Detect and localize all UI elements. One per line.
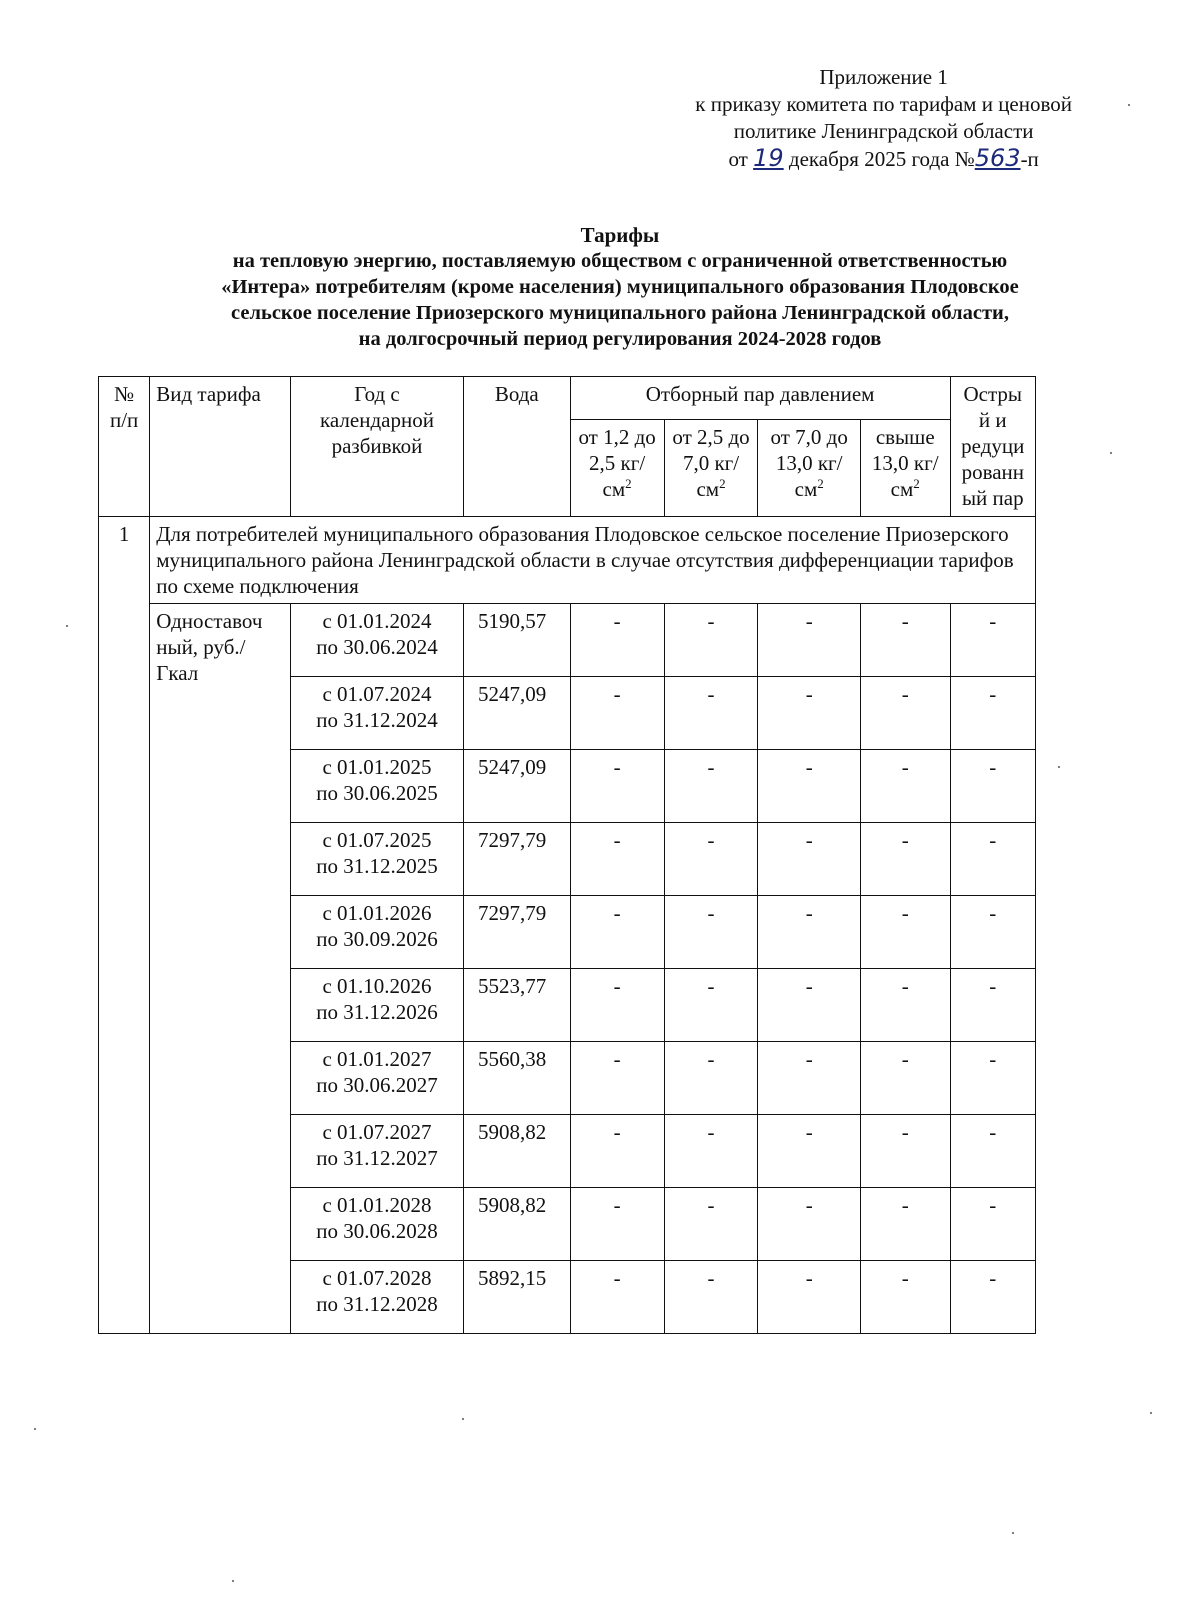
header-tariff-type: Вид тарифа [150,377,291,517]
steam-4-value: - [860,969,950,1042]
title-line-3: сельское поселение Приозерского муниципального района Ленинградской области, [231,302,1009,324]
section-row [99,517,1036,604]
steam-3-value: - [758,969,860,1042]
water-value: 5247,09 [463,677,570,750]
steam-4-value: - [860,750,950,823]
period-cell: с 01.07.2027 по 31.12.2027 [291,1115,464,1188]
header-steam-4: свыше 13,0 $кг/см^2$ [860,420,950,517]
period-cell: с 01.10.2026 по 31.12.2026 [291,969,464,1042]
reduced-steam-value: - [950,750,1035,823]
steam-4-value: - [860,1188,950,1261]
steam-2-value: - [664,896,758,969]
date-suffix: -п [1020,147,1039,171]
water-value: 5908,82 [463,1115,570,1188]
reduced-steam-value: - [950,1188,1035,1261]
period-cell: с 01.01.2025 по 30.06.2025 [291,750,464,823]
reduced-steam-value: - [950,1261,1035,1334]
header-steam-1: от 1,2 до 2,5 $кг/см^2$ [570,420,664,517]
steam-4-value: - [860,677,950,750]
header-steam-3: от 7,0 до 13,0 $кг/см^2$ [758,420,860,517]
header-steam-2: от 2,5 до 7,0 $кг/см^2$ [664,420,758,517]
reduced-steam-value: - [950,823,1035,896]
reduced-steam-value: - [950,1042,1035,1115]
steam-2-value: - [664,750,758,823]
scan-speck [1058,766,1060,768]
document-title [120,222,1120,352]
steam-3-value: - [758,823,860,896]
steam-1-value: - [570,604,664,677]
scan-speck [462,1418,464,1420]
reduced-steam-value: - [950,1115,1035,1188]
handwritten-day: 19 [753,144,784,172]
scan-speck [232,1580,234,1582]
water-value: 5908,82 [463,1188,570,1261]
appendix-header [695,64,1072,173]
tariff-label: Одноставоч ный, руб./Гкал [150,604,291,1334]
period-cell: с 01.07.2025 по 31.12.2025 [291,823,464,896]
water-value: 5247,09 [463,750,570,823]
steam-2-value: - [664,1188,758,1261]
title-line-2: «Интера» потребителям (кроме населения) муниципального образования Плодовское [221,276,1019,298]
steam-1-value: - [570,1188,664,1261]
scan-speck [66,625,68,627]
steam-2-value: - [664,969,758,1042]
scan-speck [34,1428,36,1430]
title-line-1: на тепловую энергию, поставляемую обществом с ограниченной ответственностью [232,250,1008,272]
steam-2-value: - [664,1042,758,1115]
steam-3-value: - [758,1188,860,1261]
title-line-4: на долгосрочный период регулирования 2024-2028 годов [358,328,882,350]
header-steam-group: Отборный пар давлением [570,377,950,420]
steam-2-value: - [664,677,758,750]
period-cell: с 01.07.2028 по 31.12.2028 [291,1261,464,1334]
water-value: 5190,57 [463,604,570,677]
header-row [99,377,1036,420]
date-middle: декабря 2025 года № [783,147,975,171]
header-year: Год с календарной разбивкой [291,377,464,517]
steam-4-value: - [860,604,950,677]
header-water: Вода [463,377,570,517]
steam-1-value: - [570,677,664,750]
steam-4-value: - [860,896,950,969]
steam-1-value: - [570,823,664,896]
steam-1-value: - [570,750,664,823]
period-cell: с 01.07.2024 по 31.12.2024 [291,677,464,750]
appendix-date-line [695,145,1072,173]
period-cell: с 01.01.2024 по 30.06.2024 [291,604,464,677]
steam-1-value: - [570,969,664,1042]
steam-1-value: - [570,1115,664,1188]
title-main: Тарифы [580,223,660,247]
reduced-steam-value: - [950,969,1035,1042]
reduced-steam-value: - [950,896,1035,969]
scan-speck [1128,104,1130,106]
reduced-steam-value: - [950,604,1035,677]
table-row [99,604,1036,677]
steam-3-value: - [758,677,860,750]
steam-4-value: - [860,823,950,896]
appendix-committee-line: политике Ленинградской области [733,119,1034,143]
steam-2-value: - [664,604,758,677]
section-number: 1 [99,517,150,1334]
handwritten-order-number: 563 [974,144,1021,172]
steam-3-value: - [758,1042,860,1115]
steam-3-value: - [758,1115,860,1188]
water-value: 5523,77 [463,969,570,1042]
tariff-table [98,376,1036,1334]
scan-speck [1110,452,1112,454]
period-cell: с 01.01.2027 по 30.06.2027 [291,1042,464,1115]
date-prefix: от [728,147,754,171]
scan-speck [1012,1532,1014,1534]
water-value: 5560,38 [463,1042,570,1115]
steam-2-value: - [664,823,758,896]
water-value: 7297,79 [463,896,570,969]
period-cell: с 01.01.2028 по 30.06.2028 [291,1188,464,1261]
reduced-steam-value: - [950,677,1035,750]
steam-2-value: - [664,1115,758,1188]
section-description: Для потребителей муниципального образования Плодовское сельское поселение Приозерского муниципального района Ленинградской области в случае отсутствия дифференциации тарифов по схеме подключения [150,517,1036,604]
header-num: № п/п [99,377,150,517]
steam-3-value: - [758,896,860,969]
water-value: 5892,15 [463,1261,570,1334]
period-cell: с 01.01.2026 по 30.09.2026 [291,896,464,969]
scan-speck [1150,1412,1152,1414]
header-reduced-steam: Остры й и редуци рованн ый пар [950,377,1035,517]
steam-1-value: - [570,1261,664,1334]
steam-3-value: - [758,750,860,823]
steam-4-value: - [860,1115,950,1188]
steam-4-value: - [860,1261,950,1334]
water-value: 7297,79 [463,823,570,896]
steam-3-value: - [758,604,860,677]
steam-4-value: - [860,1042,950,1115]
steam-1-value: - [570,896,664,969]
appendix-order-line: к приказу комитета по тарифам и ценовой [695,92,1072,116]
appendix-title: Приложение 1 [819,65,948,89]
steam-1-value: - [570,1042,664,1115]
steam-2-value: - [664,1261,758,1334]
steam-3-value: - [758,1261,860,1334]
